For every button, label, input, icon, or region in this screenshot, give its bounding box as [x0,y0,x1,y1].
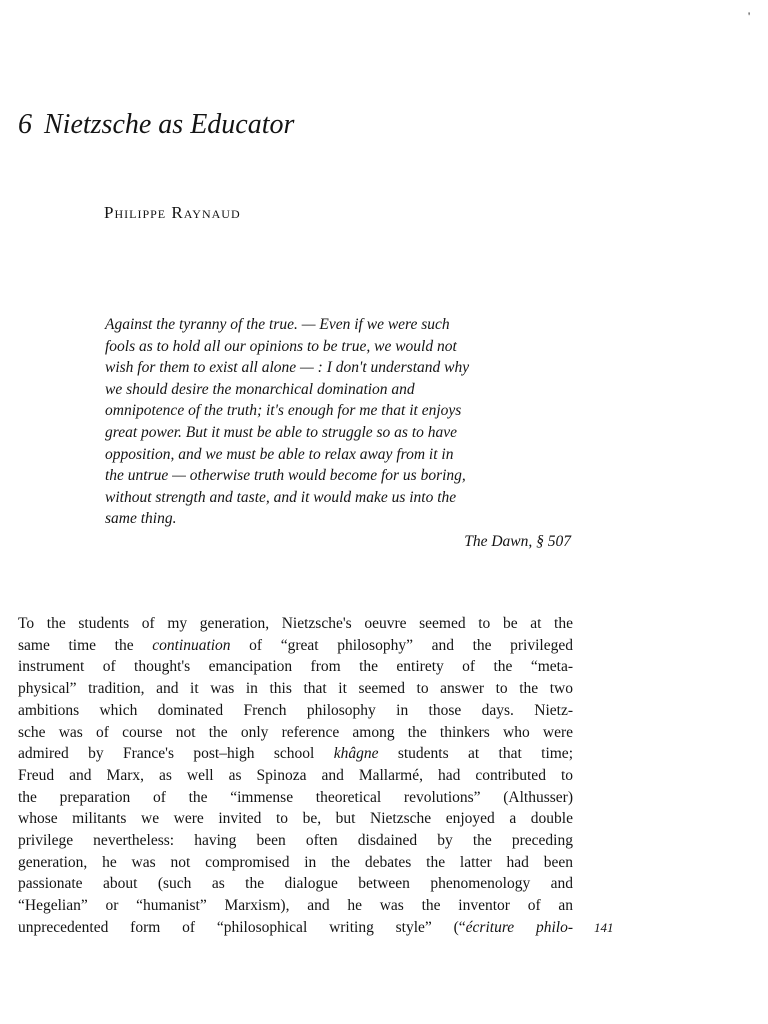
text-run: the preparation of the “immense theoretical revolutions” (Althusser) [18,788,573,806]
text-run: “Hegelian” or “humanist” Marxism), and he was the inventor of an [18,897,573,915]
corner-mark: ' [748,9,751,23]
chapter-number: 6 [18,109,32,140]
epigraph-line: Against the tyranny of the true. — Even if we were such [105,316,450,333]
epigraph-source: The Dawn, § 507 [464,532,571,550]
body-line [18,635,573,657]
body-line [18,722,573,744]
epigraph-line: fools as to hold all our opinions to be true, we would not [105,337,457,355]
author-name: Philippe Raynaud [104,203,241,222]
body-line [18,700,573,722]
italic-term: écriture philo- [465,918,574,936]
epigraph [105,314,577,553]
text-run: Freud and Marx, as well as Spinoza and Mallarmé, had contributed to [18,766,573,784]
italic-term: khâgne [333,745,379,763]
epigraph-line: wish for them to exist all alone — : I don't understand why [105,359,470,377]
body-line [18,787,573,809]
text-run: unprecedented form of “philosophical writing style” (“ [18,918,466,936]
page-number: 141 [594,920,614,935]
text-run: same time the [18,636,153,654]
epigraph-line: without strength and taste, and it would make us into the [105,488,457,506]
text-run: physical” tradition, and it was in this that it seemed to answer to the two [18,680,573,698]
epigraph-line: we should desire the monarchical domination and [105,380,415,398]
body-line [18,656,573,678]
text-run: whose militants we were invited to be, but Nietzsche enjoyed a double [18,810,573,828]
text-run: passionate about (such as the dialogue between phenomenology and [18,875,573,893]
chapter-heading [18,108,294,142]
body-line [18,830,573,852]
epigraph-line: the untrue — otherwise truth would become for us boring, [105,467,466,485]
text-run: of “great philosophy” and the privileged [230,636,573,654]
chapter-title: Nietzsche as Educator [44,109,295,140]
text-run: admired by France's post–high school [18,745,334,763]
epigraph-line: omnipotence of the truth; it's enough for me that it enjoys [105,402,462,420]
italic-term: continuation [152,636,231,654]
body-line [18,917,573,939]
body-line [18,873,573,895]
body-line [18,895,573,917]
text-run: instrument of thought's emancipation from the entirety of the “meta- [18,658,573,676]
text-run: generation, he was not compromised in the debates the latter had been [18,853,573,871]
epigraph-line: opposition, and we must be able to relax away from it in [105,445,454,463]
body-line [18,613,573,635]
text-run: sche was of course not the only reference among the thinkers who were [18,723,573,741]
body-paragraph [18,613,573,939]
epigraph-line: great power. But it must be able to struggle so as to have [105,423,458,441]
epigraph-line: same thing. [105,510,177,528]
body-line [18,743,573,765]
body-line [18,808,573,830]
text-run: To the students of my generation, Nietzsche's oeuvre seemed to be at the [18,615,573,632]
body-line [18,765,573,787]
text-run: ambitions which dominated French philosophy in those days. Nietz- [18,701,573,719]
body-line [18,852,573,874]
text-run: students at that time; [378,745,573,763]
text-run: privilege nevertheless: having been often disdained by the preceding [18,832,573,850]
body-line [18,678,573,700]
